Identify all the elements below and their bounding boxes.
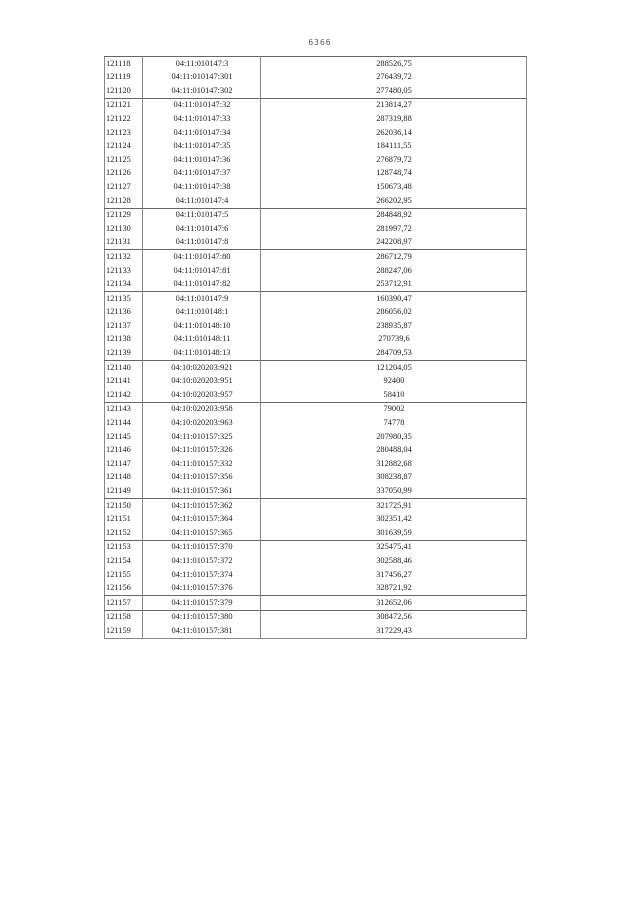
- cadastral-value-cell: 276879,72: [376, 154, 412, 164]
- cadastral-value-cell: 321725,91: [261, 499, 527, 513]
- table-row: [105, 71, 527, 85]
- table-row: [105, 153, 527, 167]
- row-number-cell: 121128: [105, 194, 143, 208]
- row-number-cell: 121139: [105, 346, 143, 360]
- table-row: [105, 499, 527, 513]
- row-number-cell: 121118: [105, 57, 143, 71]
- table-row: [105, 194, 527, 208]
- cadastral-number-cell: 04:11:010147:3: [143, 57, 261, 71]
- cadastral-value-cell: 302351,42: [376, 514, 412, 524]
- cadastral-value-cell: 262036,14: [376, 127, 412, 137]
- row-number-cell: 121130: [105, 222, 143, 236]
- cadastral-number-cell: 04:11:010157:374: [143, 568, 261, 582]
- row-number-cell: 121143: [105, 402, 143, 416]
- row-number-cell: 121137: [105, 319, 143, 333]
- cadastral-value-cell: 328721,92: [376, 583, 412, 593]
- table-row: [105, 484, 527, 498]
- row-number-cell: 121145: [105, 430, 143, 444]
- cadastral-value-cell: 242208,97: [376, 237, 412, 247]
- cadastral-number-cell: 04:11:010147:302: [143, 84, 261, 98]
- cadastral-value-cell: 207980,35: [376, 431, 412, 441]
- cadastral-value-cell: 277480,05: [376, 85, 412, 95]
- cadastral-number-cell: 04:11:010147:81: [143, 264, 261, 278]
- table-row: [105, 236, 527, 250]
- cadastral-number-cell: 04:11:010147:6: [143, 222, 261, 236]
- row-number-cell: 121158: [105, 610, 143, 624]
- cadastral-number-cell: 04:11:010157:362: [143, 499, 261, 513]
- row-number-cell: 121120: [105, 84, 143, 98]
- cadastral-value-cell: 58410: [383, 389, 405, 399]
- cadastral-number-cell: 04:11:010147:37: [143, 167, 261, 181]
- row-number-cell: 121126: [105, 167, 143, 181]
- cadastral-value-cell: 74778: [383, 418, 405, 428]
- cadastral-value-cell: 128748,74: [376, 168, 412, 178]
- table-row: [105, 596, 527, 611]
- cadastral-number-cell: 04:11:010147:36: [143, 153, 261, 167]
- cadastral-value-cell: 238935,87: [376, 320, 412, 330]
- row-number-cell: 121131: [105, 236, 143, 250]
- cadastral-value-cell: 312882,68: [376, 458, 412, 468]
- table-row: [105, 513, 527, 527]
- cadastral-value-cell: 302588,46: [376, 555, 412, 565]
- table-row: [105, 264, 527, 278]
- cadastral-number-cell: 04:11:010157:381: [143, 624, 261, 638]
- cadastral-number-cell: 04:11:010147:33: [143, 112, 261, 126]
- row-number-cell: 121142: [105, 388, 143, 402]
- cadastral-value-cell: 121204,05: [261, 361, 527, 375]
- cadastral-value-cell: 150673,48: [376, 181, 412, 191]
- row-number-cell: 121121: [105, 98, 143, 112]
- cadastral-value-cell: 281997,72: [376, 223, 412, 233]
- row-number-cell: 121135: [105, 292, 143, 306]
- table-row: [105, 98, 527, 112]
- cadastral-value-cell: 284709,53: [376, 348, 412, 358]
- cadastral-number-cell: 04:11:010157:380: [143, 610, 261, 624]
- table-row: [105, 471, 527, 485]
- cadastral-value-table: [104, 56, 527, 639]
- table-row: [105, 180, 527, 194]
- table-row: [105, 112, 527, 126]
- cadastral-number-cell: 04:11:010147:34: [143, 126, 261, 140]
- table-row: [105, 568, 527, 582]
- cadastral-number-cell: 04:11:010147:80: [143, 250, 261, 264]
- cadastral-value-cell: 337050,99: [376, 486, 412, 495]
- cadastral-value-cell: 308472,56: [261, 610, 527, 624]
- cadastral-number-cell: 04:11:010157:365: [143, 526, 261, 540]
- row-number-cell: 121127: [105, 180, 143, 194]
- cadastral-number-cell: 04:11:010157:376: [143, 582, 261, 596]
- table-body: [105, 57, 527, 639]
- row-number-cell: 121157: [105, 596, 143, 611]
- table-row: [105, 126, 527, 140]
- row-number-cell: 121134: [105, 278, 143, 292]
- row-number-cell: 121153: [105, 540, 143, 554]
- table-row: [105, 610, 527, 624]
- row-number-cell: 121156: [105, 582, 143, 596]
- table-row: [105, 402, 527, 416]
- cadastral-value-cell: 266202,95: [376, 195, 412, 205]
- row-number-cell: 121155: [105, 568, 143, 582]
- cadastral-number-cell: 04:10:020203:951: [143, 375, 261, 389]
- cadastral-number-cell: 04:10:020203:921: [143, 361, 261, 375]
- row-number-cell: 121119: [105, 71, 143, 85]
- cadastral-number-cell: 04:11:010157:379: [143, 596, 261, 611]
- table-row: [105, 140, 527, 154]
- cadastral-number-cell: 04:11:010147:9: [143, 292, 261, 306]
- row-number-cell: 121122: [105, 112, 143, 126]
- table-row: [105, 208, 527, 222]
- row-number-cell: 121123: [105, 126, 143, 140]
- row-number-cell: 121151: [105, 513, 143, 527]
- cadastral-number-cell: 04:10:020203:958: [143, 402, 261, 416]
- cadastral-number-cell: 04:11:010147:32: [143, 98, 261, 112]
- table-row: [105, 457, 527, 471]
- cadastral-value-cell: 92400: [383, 376, 405, 386]
- cadastral-number-cell: 04:11:010157:361: [143, 484, 261, 498]
- table-row: [105, 624, 527, 638]
- table-row: [105, 526, 527, 540]
- row-number-cell: 121147: [105, 457, 143, 471]
- table-row: [105, 388, 527, 402]
- row-number-cell: 121154: [105, 554, 143, 568]
- cadastral-value-cell: 325475,41: [261, 540, 527, 554]
- table-row: [105, 167, 527, 181]
- cadastral-value-cell: 270739,6: [378, 334, 410, 344]
- cadastral-number-cell: 04:11:010148:10: [143, 319, 261, 333]
- cadastral-value-cell: 301639,59: [376, 527, 412, 537]
- table-row: [105, 84, 527, 98]
- cadastral-number-cell: 04:11:010157:356: [143, 471, 261, 485]
- cadastral-value-cell: 312652,06: [261, 596, 527, 611]
- row-number-cell: 121125: [105, 153, 143, 167]
- cadastral-value-cell: 317456,27: [376, 569, 412, 579]
- table-row: [105, 319, 527, 333]
- table-row: [105, 416, 527, 430]
- cadastral-value-cell: 308238,87: [376, 472, 412, 482]
- row-number-cell: 121132: [105, 250, 143, 264]
- cadastral-number-cell: 04:11:010147:82: [143, 278, 261, 292]
- row-number-cell: 121138: [105, 333, 143, 347]
- cadastral-number-cell: 04:11:010157:332: [143, 457, 261, 471]
- cadastral-number-cell: 04:11:010148:13: [143, 346, 261, 360]
- table-row: [105, 361, 527, 375]
- row-number-cell: 121129: [105, 208, 143, 222]
- row-number-cell: 121152: [105, 526, 143, 540]
- cadastral-value-cell: 213814,27: [261, 98, 527, 112]
- table-row: [105, 333, 527, 347]
- page-number: 6366: [308, 38, 332, 47]
- row-number-cell: 121136: [105, 306, 143, 320]
- cadastral-value-cell: 288526,75: [261, 57, 527, 71]
- table-row: [105, 444, 527, 458]
- cadastral-number-cell: 04:11:010157:326: [143, 444, 261, 458]
- row-number-cell: 121124: [105, 140, 143, 154]
- row-number-cell: 121140: [105, 361, 143, 375]
- cadastral-value-cell: 317229,43: [376, 625, 412, 635]
- row-number-cell: 121141: [105, 375, 143, 389]
- table-row: [105, 292, 527, 306]
- table-row: [105, 582, 527, 596]
- table-row: [105, 554, 527, 568]
- cadastral-number-cell: 04:11:010147:38: [143, 180, 261, 194]
- cadastral-number-cell: 04:11:010147:5: [143, 208, 261, 222]
- cadastral-value-cell: 276439,72: [376, 72, 412, 82]
- row-number-cell: 121144: [105, 416, 143, 430]
- row-number-cell: 121150: [105, 499, 143, 513]
- row-number-cell: 121146: [105, 444, 143, 458]
- row-number-cell: 121133: [105, 264, 143, 278]
- cadastral-value-cell: 287319,88: [376, 113, 412, 123]
- table-row: [105, 278, 527, 292]
- table-row: [105, 430, 527, 444]
- row-number-cell: 121148: [105, 471, 143, 485]
- cadastral-value-cell: 253712,91: [376, 279, 412, 289]
- cadastral-number-cell: 04:11:010157:325: [143, 430, 261, 444]
- cadastral-value-cell: 284848,92: [261, 208, 527, 222]
- cadastral-value-cell: 288247,06: [376, 265, 412, 275]
- table-row: [105, 306, 527, 320]
- row-number-cell: 121149: [105, 484, 143, 498]
- cadastral-number-cell: 04:11:010157:370: [143, 540, 261, 554]
- cadastral-value-cell: 286712,79: [261, 250, 527, 264]
- cadastral-number-cell: 04:11:010147:301: [143, 71, 261, 85]
- table-row: [105, 222, 527, 236]
- cadastral-number-cell: 04:11:010147:8: [143, 236, 261, 250]
- table-row: [105, 346, 527, 360]
- cadastral-value-cell: 184111,55: [376, 141, 412, 151]
- cadastral-number-cell: 04:11:010157:372: [143, 554, 261, 568]
- cadastral-value-cell: 280488,04: [376, 445, 412, 455]
- cadastral-number-cell: 04:11:010147:4: [143, 194, 261, 208]
- cadastral-value-cell: 160390,47: [261, 292, 527, 306]
- table-row: [105, 250, 527, 264]
- cadastral-number-cell: 04:10:020203:963: [143, 416, 261, 430]
- table-row: [105, 375, 527, 389]
- cadastral-value-cell: 286056,02: [376, 307, 412, 317]
- table-row: [105, 57, 527, 71]
- cadastral-value-cell: 79002: [261, 402, 527, 416]
- cadastral-number-cell: 04:11:010148:1: [143, 306, 261, 320]
- cadastral-number-cell: 04:11:010147:35: [143, 140, 261, 154]
- cadastral-number-cell: 04:11:010148:11: [143, 333, 261, 347]
- table-row: [105, 540, 527, 554]
- cadastral-number-cell: 04:11:010157:364: [143, 513, 261, 527]
- cadastral-number-cell: 04:10:020203:957: [143, 388, 261, 402]
- row-number-cell: 121159: [105, 624, 143, 638]
